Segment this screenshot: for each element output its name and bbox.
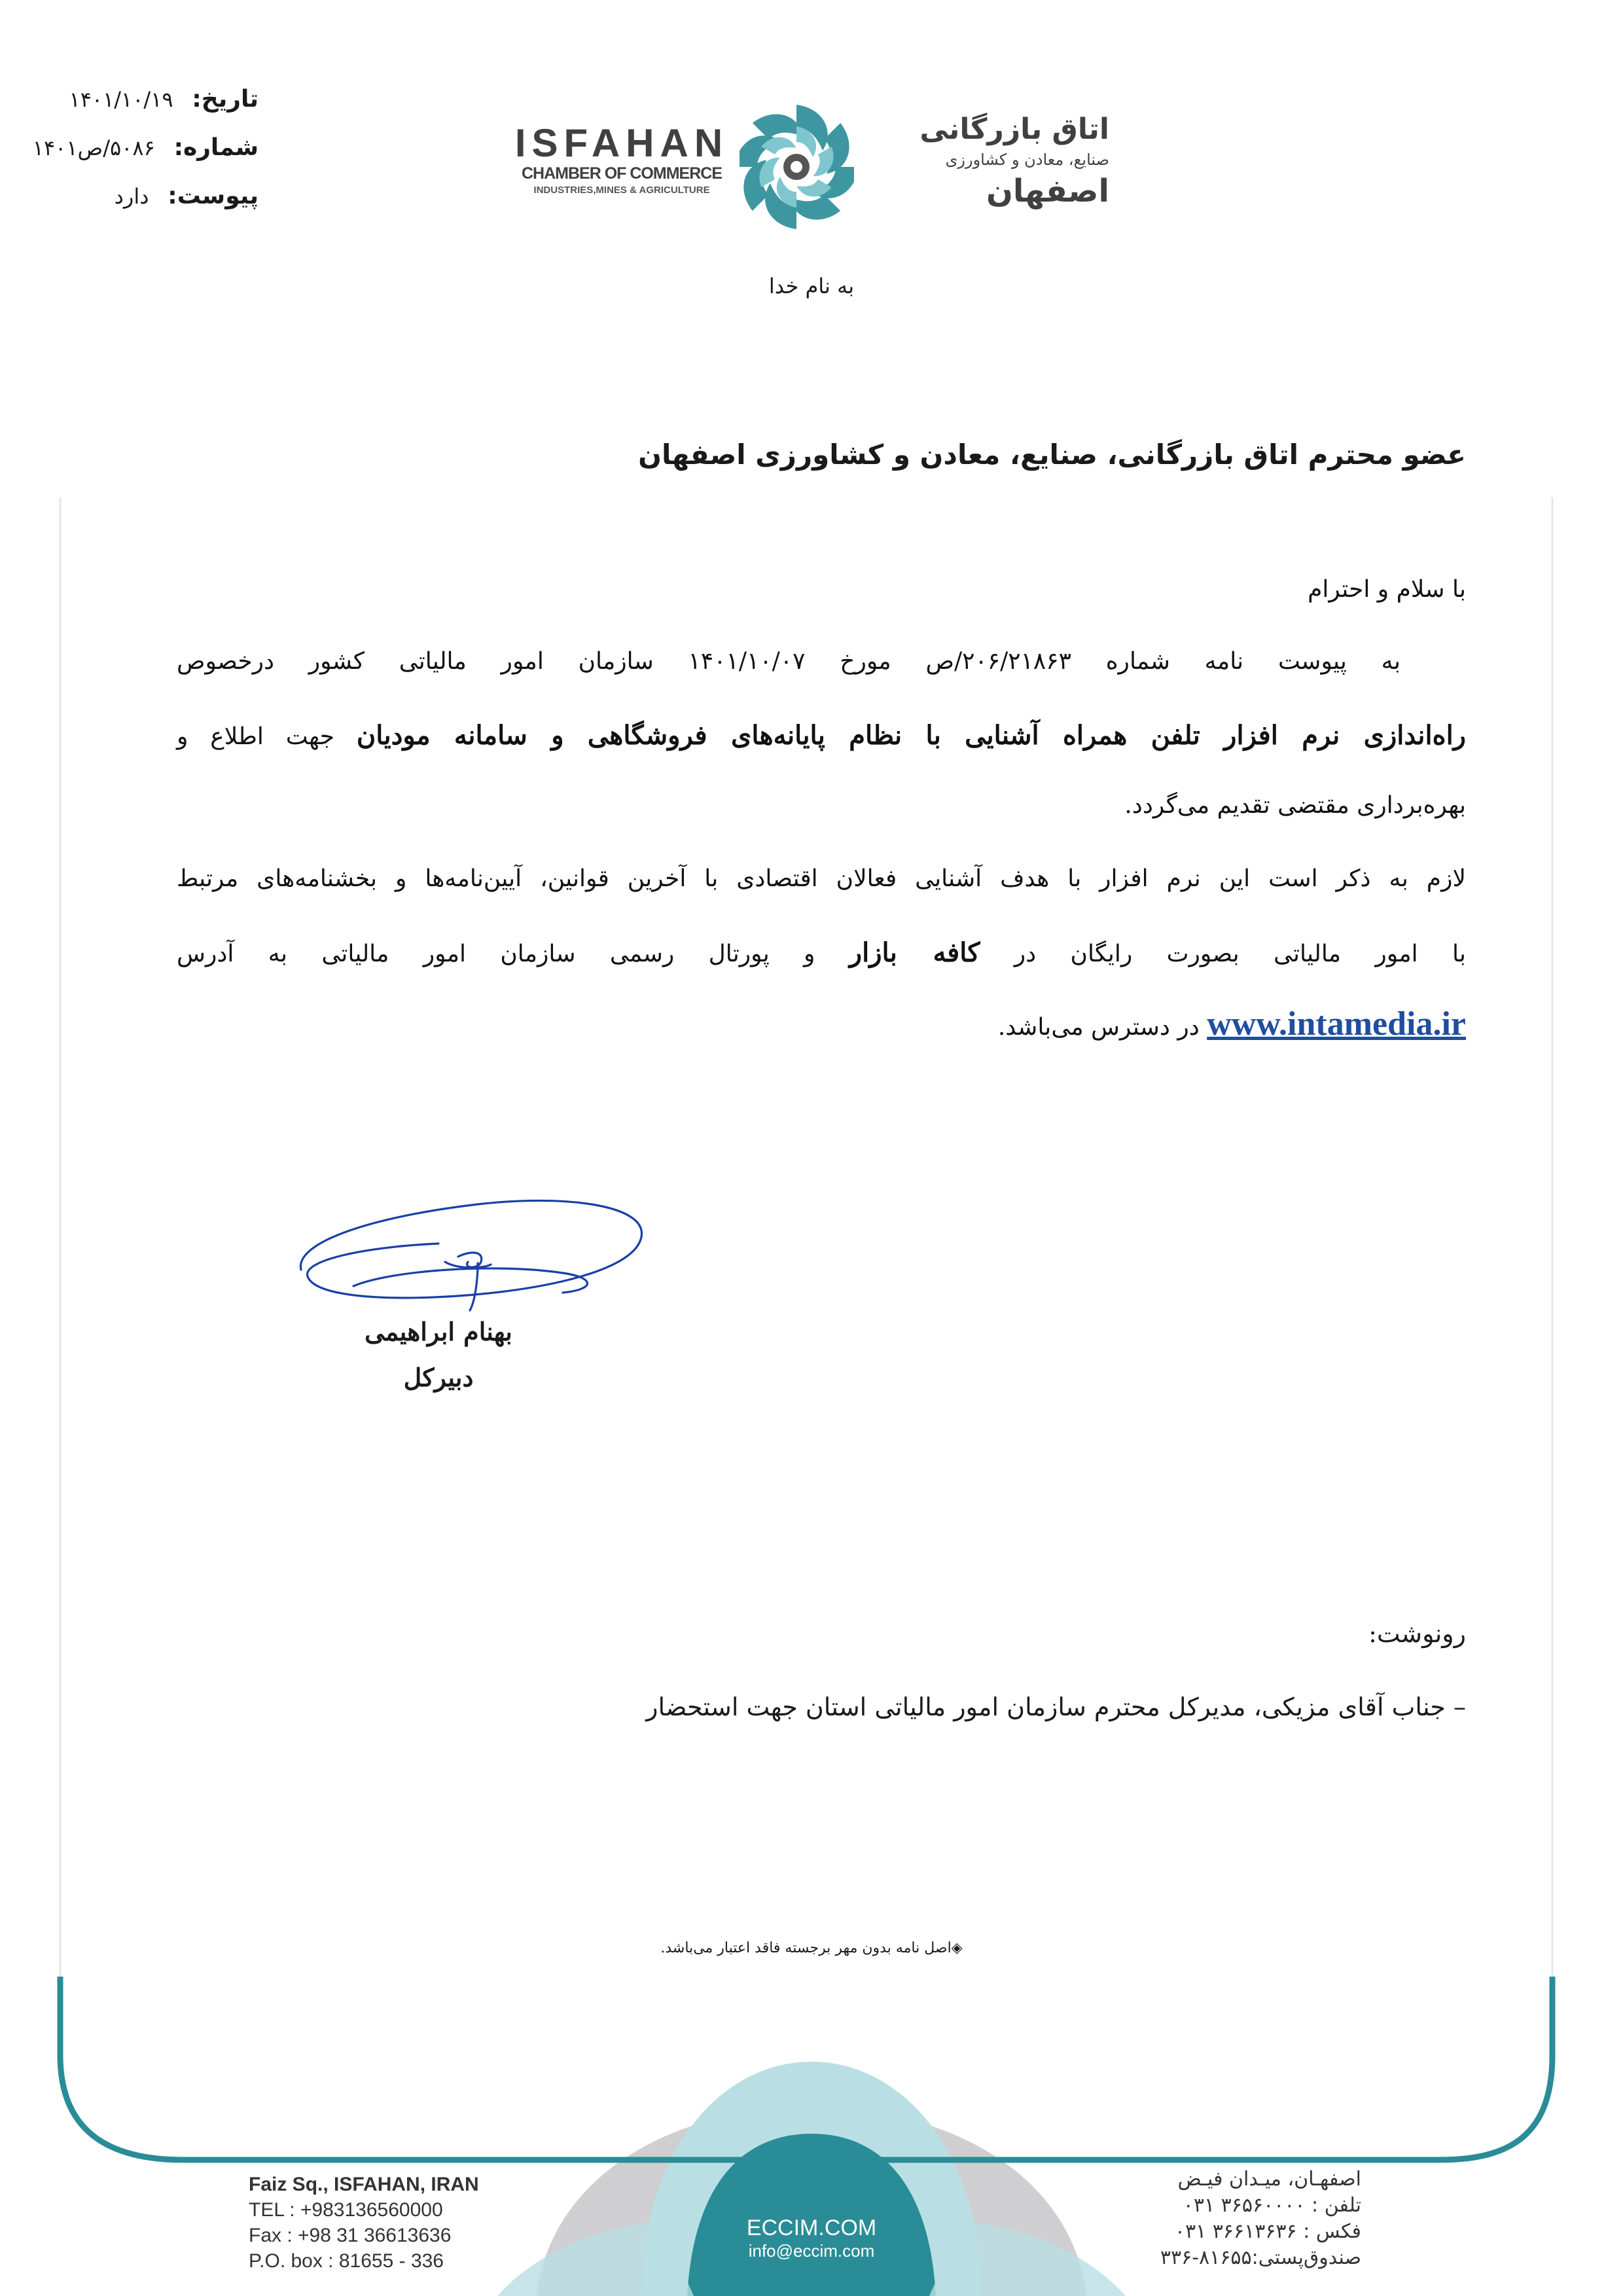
footer-email[interactable]: info@eccim.com (748, 2241, 875, 2261)
paragraph-1-line-3: بهره‌برداری مقتضی تقدیم می‌گردد. (1124, 792, 1466, 819)
signer-name: بهنام ابراهیمی (365, 1317, 512, 1346)
paragraph-2-line-3 (177, 1005, 1466, 1043)
logo-fa-line1: اتاق بازرگانی (919, 113, 1109, 146)
validity-note: ◈اصل نامه بدون مهر برجسته فاقد اعتبار می‌باشد. (660, 1940, 963, 1956)
paragraph-1-line-1: به پیوست نامه شماره ۲۰۶/۲۱۸۶۳/ص مورخ ۱۴۰۱/۱۰/۰۷ سازمان امور مالیاتی کشور درخصوص (177, 648, 1401, 675)
footer-site[interactable]: ECCIM.COM (746, 2215, 877, 2240)
logo-fa-line3: اصفهان (986, 173, 1109, 209)
footer-fa-address: اصفهـان، میـدان فیـض (1177, 2168, 1361, 2191)
date-label: تاریخ: (192, 86, 259, 113)
footer-emblem (497, 2062, 1126, 2296)
footer-en-pobox: P.O. box : 81655 - 336 (249, 2250, 444, 2272)
letter-body (177, 569, 1466, 1093)
signature (288, 1191, 654, 1316)
paragraph-2-line-2-b: و پورتال رسمی سازمان امور مالیاتی به آدرس (177, 941, 849, 967)
footer-fa-tel: تلفن : ۳۶۵۶۰۰۰۰ ۰۳۱ (1183, 2194, 1361, 2217)
chamber-logo-icon (740, 97, 854, 238)
footer-fa-pobox: صندوق‌پستی:۸۱۶۵۵-۳۳۶ (1160, 2246, 1361, 2269)
number-row (33, 124, 259, 172)
footer-en-fax: Fax : +98 31 36613636 (249, 2225, 452, 2246)
paragraph-1-line-2 (177, 720, 1466, 751)
logo-en-line3: INDUSTRIES,MINES & AGRICULTURE (533, 185, 710, 196)
date-value: ۱۴۰۱/۱۰/۱۹ (69, 87, 173, 112)
attachment-row (33, 172, 259, 221)
software-title: راه‌اندازی نرم افزار تلفن همراه آشنایی با نظام پایانه‌های فروشگاهی و سامانه مودیان (356, 720, 1466, 751)
paragraph-2-line-2-a: با امور مالیاتی بصورت رایگان در (980, 941, 1467, 967)
paragraph-2-line-2 (177, 937, 1466, 968)
paragraph-2-line-3-tail: در دسترس می‌باشد. (997, 1014, 1207, 1041)
footer-english (249, 2172, 479, 2274)
number-label: شماره: (173, 134, 259, 161)
footer-en-address: Faiz Sq., ISFAHAN, IRAN (249, 2174, 479, 2195)
paragraph-2-line-1: لازم به ذکر است این نرم افزار با هدف آشنایی فعالان اقتصادی با آخرین قوانین، آیین‌نامه‌ها و بخشنامه‌های مرتبط (177, 865, 1467, 892)
logo-fa-line2: صنایع، معادن و کشاورزی (945, 151, 1109, 169)
attachment-label: پیوست: (168, 183, 259, 209)
recipient: عضو محترم اتاق بازرگانی، صنایع، معادن و کشاورزی اصفهان (638, 439, 1466, 471)
footer-persian (1160, 2166, 1361, 2271)
logo-persian (874, 111, 1109, 211)
letter-meta (33, 75, 259, 221)
footer-fa-fax: فکس : ۳۶۶۱۳۶۳۶ ۰۳۱ (1174, 2220, 1361, 2243)
cafe-bazaar-text: کافه بازار (849, 937, 980, 968)
intamedia-link[interactable]: www.intamedia.ir (1207, 1005, 1466, 1043)
basmala: به نام خدا (768, 274, 855, 298)
paragraph-1-line-2-tail: جهت اطلاع و (177, 723, 357, 750)
footer-contact-center (713, 2215, 910, 2261)
attachment-value: دارد (114, 184, 149, 209)
greeting: با سلام و احترام (1308, 576, 1466, 603)
logo-en-name: ISFAHAN (514, 121, 729, 165)
date-row (33, 75, 259, 124)
cc-label: رونوشت: (1368, 1619, 1466, 1648)
signer-title: دبیرکل (403, 1363, 474, 1392)
cc-item: – جناب آقای مزیکی، مدیرکل محترم سازمان امور مالیاتی استان جهت استحضار (646, 1693, 1466, 1721)
number-value: ۵۰۸۶/ص۱۴۰۱ (32, 135, 155, 160)
logo-en-line2: CHAMBER OF COMMERCE (522, 164, 722, 183)
footer-en-tel: TEL : +983136560000 (249, 2199, 443, 2221)
logo-english (510, 123, 733, 198)
